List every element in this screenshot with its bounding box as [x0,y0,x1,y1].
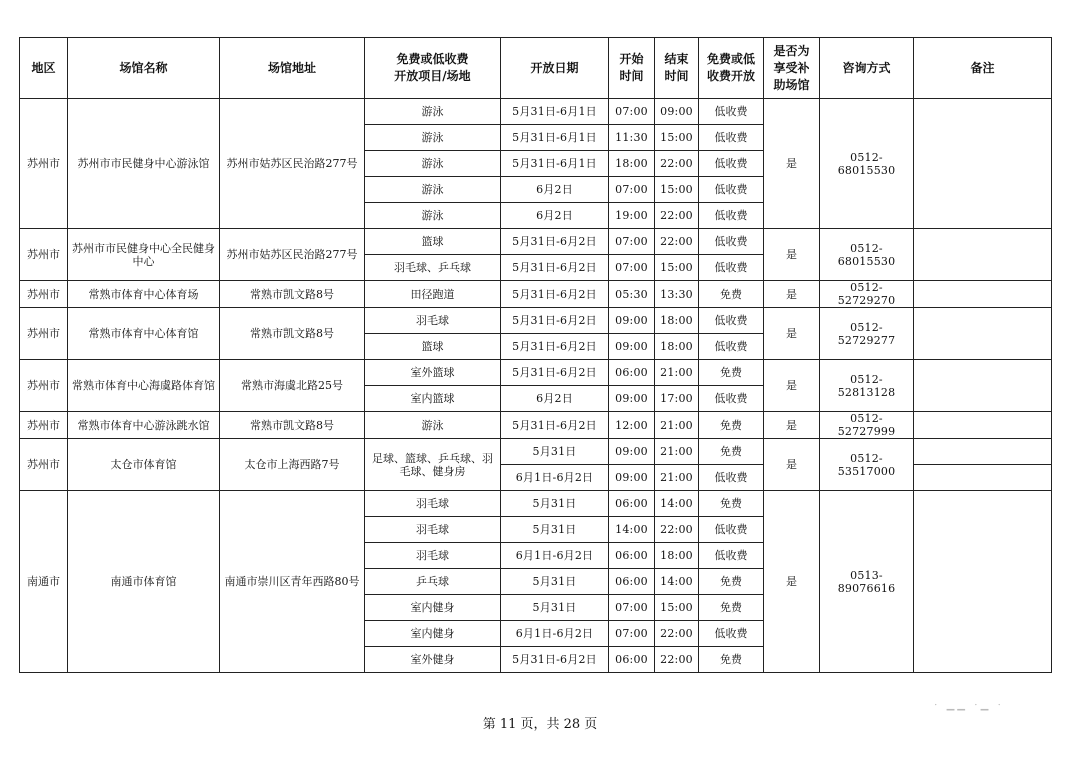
subsidy-cell: 是 [764,412,820,439]
header-venue: 场馆名称 [68,38,220,99]
contact-cell: 0512-68015530 [820,99,914,229]
contact-cell: 0512-52727999 [820,412,914,439]
address-cell: 南通市崇川区青年西路80号 [220,491,365,673]
date-cell: 5月31日-6月2日 [501,647,609,673]
date-cell: 5月31日-6月2日 [501,308,609,334]
date-cell: 5月31日 [501,491,609,517]
address-cell: 常熟市凯文路8号 [220,308,365,360]
address-cell: 常熟市凯文路8号 [220,412,365,439]
start-cell: 07:00 [609,595,655,621]
contact-cell: 0513-89076616 [820,491,914,673]
remark-cell [914,491,1052,673]
fee-cell: 低收费 [699,229,764,255]
date-cell: 5月31日 [501,595,609,621]
end-cell: 22:00 [655,647,699,673]
contact-cell: 0512-52813128 [820,360,914,412]
start-cell: 09:00 [609,465,655,491]
date-cell: 5月31日 [501,439,609,465]
item-cell: 游泳 [365,177,501,203]
date-cell: 5月31日-6月2日 [501,360,609,386]
item-cell: 羽毛球 [365,491,501,517]
date-cell: 5月31日-6月2日 [501,255,609,281]
region-cell: 苏州市 [20,229,68,281]
header-address: 场馆地址 [220,38,365,99]
subsidy-cell: 是 [764,281,820,308]
region-cell: 南通市 [20,491,68,673]
venue-cell: 苏州市市民健身中心全民健身中心 [68,229,220,281]
header-end: 结束 时间 [655,38,699,99]
venue-cell: 南通市体育馆 [68,491,220,673]
item-cell: 羽毛球 [365,308,501,334]
item-cell: 游泳 [365,125,501,151]
venue-cell: 常熟市体育中心体育馆 [68,308,220,360]
watermark-marks: ⋅ ▁▁ ⋅▁ ⋅ [934,700,1004,711]
fee-cell: 免费 [699,360,764,386]
date-cell: 6月2日 [501,386,609,412]
date-cell: 5月31日-6月1日 [501,125,609,151]
header-remarks: 备注 [914,38,1052,99]
item-cell: 乒乓球 [365,569,501,595]
header-region: 地区 [20,38,68,99]
end-cell: 21:00 [655,360,699,386]
fee-cell: 低收费 [699,308,764,334]
start-cell: 06:00 [609,569,655,595]
contact-cell: 0512-52729277 [820,308,914,360]
subsidy-cell: 是 [764,308,820,360]
date-cell: 5月31日-6月1日 [501,151,609,177]
venue-cell: 太仓市体育馆 [68,439,220,491]
end-cell: 21:00 [655,439,699,465]
header-start: 开始 时间 [609,38,655,99]
subsidy-cell: 是 [764,491,820,673]
date-cell: 5月31日-6月2日 [501,229,609,255]
start-cell: 06:00 [609,543,655,569]
item-cell: 游泳 [365,412,501,439]
contact-cell: 0512-52729270 [820,281,914,308]
address-cell: 太仓市上海西路7号 [220,439,365,491]
header-dates: 开放日期 [501,38,609,99]
end-cell: 21:00 [655,465,699,491]
fee-cell: 低收费 [699,517,764,543]
address-cell: 常熟市海虞北路25号 [220,360,365,412]
address-cell: 苏州市姑苏区民治路277号 [220,229,365,281]
item-cell: 羽毛球、乒乓球 [365,255,501,281]
date-cell: 6月1日-6月2日 [501,465,609,491]
end-cell: 22:00 [655,517,699,543]
item-cell: 羽毛球 [365,517,501,543]
region-cell: 苏州市 [20,439,68,491]
region-cell: 苏州市 [20,360,68,412]
remark-cell [914,229,1052,281]
start-cell: 09:00 [609,308,655,334]
start-cell: 07:00 [609,255,655,281]
table-row [20,412,1052,439]
fee-cell: 低收费 [699,151,764,177]
subsidy-cell: 是 [764,99,820,229]
schedule-table [19,37,1052,673]
item-cell: 室外篮球 [365,360,501,386]
item-cell: 室内健身 [365,595,501,621]
item-cell: 羽毛球 [365,543,501,569]
table-row [20,308,1052,334]
start-cell: 07:00 [609,177,655,203]
end-cell: 15:00 [655,595,699,621]
remark-cell [914,412,1052,439]
end-cell: 22:00 [655,151,699,177]
end-cell: 09:00 [655,99,699,125]
end-cell: 15:00 [655,125,699,151]
venue-cell: 常熟市体育中心体育场 [68,281,220,308]
fee-cell: 低收费 [699,177,764,203]
fee-cell: 低收费 [699,386,764,412]
header-fee: 免费或低 收费开放 [699,38,764,99]
venue-cell: 常熟市体育中心游泳跳水馆 [68,412,220,439]
item-cell: 篮球 [365,229,501,255]
date-cell: 5月31日 [501,517,609,543]
end-cell: 21:00 [655,412,699,439]
date-cell: 6月2日 [501,203,609,229]
date-cell: 6月1日-6月2日 [501,543,609,569]
remark-cell [914,465,1052,491]
fee-cell: 免费 [699,491,764,517]
fee-cell: 低收费 [699,203,764,229]
table-row [20,439,1052,465]
table-row [20,99,1052,125]
end-cell: 17:00 [655,386,699,412]
start-cell: 07:00 [609,99,655,125]
region-cell: 苏州市 [20,308,68,360]
header-subsidy: 是否为 享受补 助场馆 [764,38,820,99]
subsidy-cell: 是 [764,360,820,412]
table-row [20,360,1052,386]
contact-cell: 0512-53517000 [820,439,914,491]
table-row [20,229,1052,255]
start-cell: 18:00 [609,151,655,177]
venue-cell: 苏州市市民健身中心游泳馆 [68,99,220,229]
remark-cell [914,281,1052,308]
item-cell: 室内篮球 [365,386,501,412]
region-cell: 苏州市 [20,412,68,439]
start-cell: 05:30 [609,281,655,308]
table-body [20,99,1052,673]
date-cell: 5月31日 [501,569,609,595]
subsidy-cell: 是 [764,229,820,281]
start-cell: 11:30 [609,125,655,151]
contact-cell: 0512-68015530 [820,229,914,281]
start-cell: 07:00 [609,229,655,255]
venue-cell: 常熟市体育中心海虞路体育馆 [68,360,220,412]
fee-cell: 低收费 [699,125,764,151]
remark-cell [914,308,1052,360]
address-cell: 常熟市凯文路8号 [220,281,365,308]
fee-cell: 免费 [699,595,764,621]
end-cell: 22:00 [655,621,699,647]
item-cell: 游泳 [365,99,501,125]
region-cell: 苏州市 [20,99,68,229]
end-cell: 14:00 [655,491,699,517]
end-cell: 22:00 [655,203,699,229]
item-cell: 游泳 [365,151,501,177]
start-cell: 19:00 [609,203,655,229]
start-cell: 06:00 [609,647,655,673]
item-cell: 游泳 [365,203,501,229]
fee-cell: 免费 [699,412,764,439]
start-cell: 09:00 [609,334,655,360]
fee-cell: 免费 [699,281,764,308]
end-cell: 13:30 [655,281,699,308]
item-cell: 室内健身 [365,621,501,647]
start-cell: 12:00 [609,412,655,439]
start-cell: 06:00 [609,491,655,517]
fee-cell: 低收费 [699,255,764,281]
date-cell: 5月31日-6月2日 [501,412,609,439]
start-cell: 14:00 [609,517,655,543]
end-cell: 15:00 [655,255,699,281]
end-cell: 18:00 [655,543,699,569]
fee-cell: 免费 [699,647,764,673]
date-cell: 5月31日-6月1日 [501,99,609,125]
fee-cell: 低收费 [699,99,764,125]
remark-cell [914,360,1052,412]
end-cell: 18:00 [655,334,699,360]
start-cell: 09:00 [609,386,655,412]
fee-cell: 低收费 [699,334,764,360]
fee-cell: 低收费 [699,465,764,491]
end-cell: 14:00 [655,569,699,595]
subsidy-cell: 是 [764,439,820,491]
header-contact: 咨询方式 [820,38,914,99]
table-row [20,491,1052,517]
table-row [20,281,1052,308]
header-row [20,38,1052,99]
item-cell: 足球、篮球、乒乓球、羽毛球、健身房 [365,439,501,491]
date-cell: 6月1日-6月2日 [501,621,609,647]
header-items: 免费或低收费 开放项目/场地 [365,38,501,99]
date-cell: 6月2日 [501,177,609,203]
fee-cell: 免费 [699,569,764,595]
remark-cell [914,99,1052,229]
start-cell: 09:00 [609,439,655,465]
start-cell: 06:00 [609,360,655,386]
page-footer: 第 11 页，共 28 页 [482,717,598,732]
item-cell: 田径跑道 [365,281,501,308]
date-cell: 5月31日-6月2日 [501,281,609,308]
end-cell: 22:00 [655,229,699,255]
item-cell: 室外健身 [365,647,501,673]
end-cell: 15:00 [655,177,699,203]
region-cell: 苏州市 [20,281,68,308]
remark-cell [914,439,1052,465]
item-cell: 篮球 [365,334,501,360]
fee-cell: 免费 [699,439,764,465]
date-cell: 5月31日-6月2日 [501,334,609,360]
fee-cell: 低收费 [699,621,764,647]
start-cell: 07:00 [609,621,655,647]
address-cell: 苏州市姑苏区民治路277号 [220,99,365,229]
fee-cell: 低收费 [699,543,764,569]
end-cell: 18:00 [655,308,699,334]
